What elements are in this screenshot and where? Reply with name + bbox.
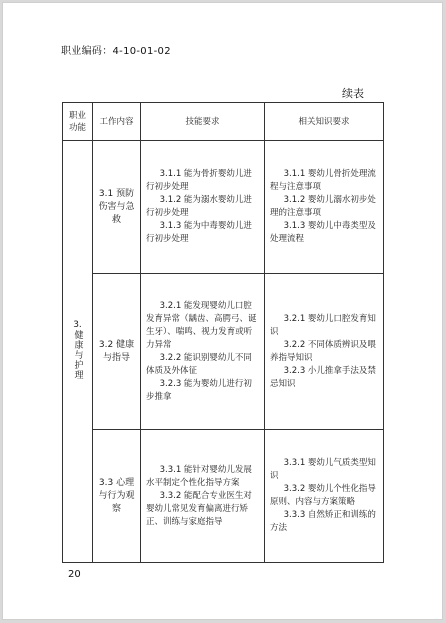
knowledge-item: 3.1.2 婴幼儿溺水初步处理的注意事项 bbox=[270, 195, 376, 218]
table-row bbox=[63, 274, 384, 430]
work-content-cell: 3.1 预防伤害与急救 bbox=[93, 141, 141, 274]
header-function: 职业功能 bbox=[63, 103, 93, 141]
skill-cell bbox=[141, 274, 265, 430]
skill-cell bbox=[141, 430, 265, 563]
skill-item: 3.2.3 能为婴幼儿进行初步推拿 bbox=[146, 378, 252, 402]
knowledge-cell bbox=[265, 141, 384, 274]
skill-item: 3.3.2 能配合专业医生对婴幼儿常见发育偏离进行矫正、训练与家庭指导 bbox=[146, 490, 252, 527]
knowledge-cell bbox=[265, 430, 384, 563]
document-page bbox=[2, 2, 443, 620]
skills-table bbox=[62, 102, 384, 563]
work-content-cell: 3.2 健康与指导 bbox=[93, 274, 141, 430]
function-number: 3. bbox=[73, 320, 82, 330]
knowledge-item: 3.1.1 婴幼儿骨折处理流程与注意事项 bbox=[270, 169, 376, 192]
table-header-row bbox=[63, 103, 384, 141]
knowledge-item: 3.1.3 婴幼儿中毒类型及处理流程 bbox=[270, 221, 376, 244]
table-row bbox=[63, 141, 384, 274]
knowledge-item: 3.3.1 婴幼儿气质类型知识 bbox=[270, 458, 376, 481]
header-work: 工作内容 bbox=[93, 103, 141, 141]
skill-item: 3.3.1 能针对婴幼儿发展水平制定个性化指导方案 bbox=[146, 464, 252, 488]
knowledge-item: 3.2.3 小儿推拿手法及禁忌知识 bbox=[270, 365, 376, 389]
knowledge-item: 3.2.1 婴幼儿口腔发育知识 bbox=[270, 313, 376, 337]
knowledge-item: 3.3.3 自然矫正和训练的方法 bbox=[270, 510, 376, 533]
work-content-cell: 3.3 心理与行为观察 bbox=[93, 430, 141, 563]
skill-item: 3.1.2 能为溺水婴幼儿进行初步处理 bbox=[146, 195, 252, 218]
function-label: 健康与护理 bbox=[72, 330, 83, 380]
header-knowledge: 相关知识要求 bbox=[265, 103, 384, 141]
skill-item: 3.2.2 能识别婴幼儿不同体质及外体征 bbox=[146, 352, 252, 376]
page-number: 20 bbox=[68, 569, 81, 580]
skill-item: 3.1.3 能为中毒婴幼儿进行初步处理 bbox=[146, 221, 252, 244]
knowledge-item: 3.3.2 婴幼儿个性化指导原则、内容与方案策略 bbox=[270, 484, 376, 507]
table-row bbox=[63, 430, 384, 563]
skill-item: 3.2.1 能发现婴幼儿口腔发育异常（龋齿、高腭弓、诞生牙）、喘鸣、视力发育或听力异常 bbox=[146, 300, 257, 350]
skill-item: 3.1.1 能为骨折婴幼儿进行初步处理 bbox=[146, 169, 252, 192]
continued-label: 续表 bbox=[342, 87, 364, 100]
knowledge-item: 3.2.2 不同体质辨识及喂养指导知识 bbox=[270, 339, 376, 363]
knowledge-cell bbox=[265, 274, 384, 430]
skill-cell bbox=[141, 141, 265, 274]
header-skills: 技能要求 bbox=[141, 103, 265, 141]
job-code: 职业编码：4-10-01-02 bbox=[61, 46, 171, 57]
function-cell bbox=[63, 141, 93, 563]
